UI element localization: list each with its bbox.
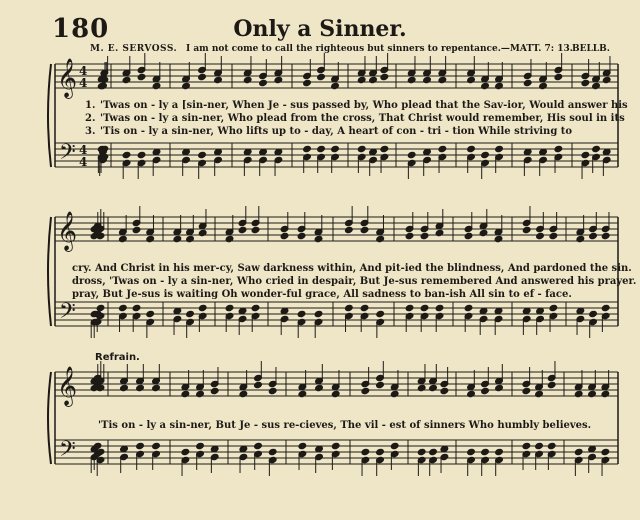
note-head xyxy=(601,448,610,455)
note-head xyxy=(361,448,370,455)
note-head xyxy=(137,151,146,158)
note-head xyxy=(522,442,531,449)
note-head xyxy=(554,145,563,152)
system2-verse-2: dross, 'Twas on - ly a sin-ner, Who cried in despair, But Je-sus remembered And answered his prayer. xyxy=(72,276,637,287)
treble-clef: 𝄞 xyxy=(57,211,78,251)
note-head xyxy=(259,79,268,86)
note-head xyxy=(574,448,583,455)
note-head xyxy=(122,151,131,158)
note-head xyxy=(186,310,195,317)
note-head xyxy=(181,390,190,397)
note-head xyxy=(535,390,544,397)
note-head xyxy=(210,387,219,394)
note-head xyxy=(331,390,340,397)
note-head xyxy=(435,304,444,311)
note-head xyxy=(96,304,105,311)
note-head xyxy=(214,76,223,83)
note-head xyxy=(298,442,307,449)
note-head xyxy=(589,310,598,317)
note-head xyxy=(254,442,263,449)
note-head xyxy=(196,390,205,397)
note-head xyxy=(376,310,385,317)
note-head xyxy=(522,387,531,394)
time-signature: 4 xyxy=(79,64,88,78)
treble-clef: 𝄞 xyxy=(57,58,78,98)
note-head xyxy=(243,76,252,83)
note-head xyxy=(376,381,385,388)
note-head xyxy=(423,76,432,83)
note-head xyxy=(380,145,389,152)
note-head xyxy=(181,448,190,455)
note-head xyxy=(429,448,438,455)
system1-verse-1: 'Twas on - ly a [sin-ner, When Je - sus passed by, Who plead that the Sav-ior, Would answer his xyxy=(100,100,628,111)
note-head xyxy=(549,232,558,239)
note-head xyxy=(547,442,556,449)
note-head xyxy=(357,145,366,152)
tune-name: BELLB. xyxy=(572,44,610,54)
note-head xyxy=(464,304,473,311)
note-head xyxy=(198,304,207,311)
note-head xyxy=(198,73,207,80)
note-head xyxy=(380,73,389,80)
refrain-lyric: 'Tis on - ly a sin-ner, But Je - sus re-cieves, The vil - est of sinners Who humbly believes. xyxy=(98,420,592,431)
note-head xyxy=(420,304,429,311)
note-head xyxy=(495,82,504,89)
note-head xyxy=(251,226,260,233)
note-head xyxy=(196,442,205,449)
note-head xyxy=(420,232,429,239)
bass-clef: 𝄢 xyxy=(59,299,76,329)
note-head xyxy=(369,76,378,83)
note-head xyxy=(440,387,449,394)
note-head xyxy=(317,73,326,80)
note-head xyxy=(254,381,263,388)
note-head xyxy=(535,442,544,449)
note-head xyxy=(360,226,369,233)
note-head xyxy=(132,226,141,233)
note-head xyxy=(251,304,260,311)
system-brace xyxy=(48,372,51,464)
note-head xyxy=(238,226,247,233)
note-head xyxy=(601,390,610,397)
system1-verse-3: 'Tis on - ly a sin-ner, Who lifts up to - day, A heart of con - tri - tion While striving to xyxy=(100,126,573,137)
note-head xyxy=(523,79,532,86)
refrain-label: Refrain. xyxy=(95,352,140,363)
note-head xyxy=(601,232,610,239)
time-signature: 4 xyxy=(79,143,88,157)
note-head xyxy=(297,232,306,239)
note-head xyxy=(331,145,340,152)
note-head xyxy=(146,235,155,242)
note-head xyxy=(119,235,128,242)
note-head xyxy=(438,76,447,83)
note-head xyxy=(390,390,399,397)
note-head xyxy=(467,448,476,455)
note-head xyxy=(93,442,102,449)
system1-verse-2: 'Twas on - ly a sin-ner, Who plead from the cross, That Christ would remember, His soul in its xyxy=(100,113,625,124)
note-head xyxy=(539,82,548,89)
note-head xyxy=(198,229,207,236)
system-brace xyxy=(48,64,51,167)
note-head xyxy=(268,448,277,455)
note-head xyxy=(239,390,248,397)
note-head xyxy=(495,145,504,152)
note-head xyxy=(274,76,283,83)
note-head xyxy=(303,145,312,152)
note-head xyxy=(152,82,161,89)
note-head xyxy=(152,442,161,449)
treble-clef: 𝄞 xyxy=(57,366,78,406)
note-head xyxy=(152,384,161,391)
note-head xyxy=(588,390,597,397)
bass-clef: 𝄢 xyxy=(59,140,76,170)
note-head xyxy=(119,304,128,311)
note-head xyxy=(268,387,277,394)
note-head xyxy=(173,235,182,242)
note-head xyxy=(314,310,323,317)
note-head xyxy=(417,384,426,391)
verse-number-1: 1. xyxy=(85,100,96,111)
note-head xyxy=(317,145,326,152)
note-head xyxy=(464,232,473,239)
note-head xyxy=(297,310,306,317)
note-head xyxy=(592,145,601,152)
note-head xyxy=(132,304,141,311)
note-head xyxy=(345,226,354,233)
note-head xyxy=(495,384,504,391)
note-head xyxy=(376,448,385,455)
note-head xyxy=(481,387,490,394)
note-head xyxy=(481,82,490,89)
note-head xyxy=(357,76,366,83)
note-head xyxy=(137,73,146,80)
verse-number-3: 3. xyxy=(85,126,96,137)
note-head xyxy=(589,232,598,239)
note-head xyxy=(390,442,399,449)
system2-verse-3: pray, But Je-sus is waiting Oh wonder-ful grace, All sadness to ban-ish All sin to ef - face. xyxy=(72,289,572,300)
note-head xyxy=(494,235,503,242)
note-head xyxy=(298,390,307,397)
note-head xyxy=(435,229,444,236)
note-head xyxy=(120,384,129,391)
note-head xyxy=(186,235,195,242)
note-head xyxy=(225,235,234,242)
note-head xyxy=(495,448,504,455)
note-head xyxy=(225,304,234,311)
hymn-author: M. E. SERVOSS. xyxy=(90,44,178,54)
note-head xyxy=(303,79,312,86)
note-head xyxy=(146,310,155,317)
system2-verse-1: cry. And Christ in his mer-cy, Saw darkness within, And pit-ied the blindness, And pardoned the sin. xyxy=(72,263,632,274)
note-head xyxy=(345,304,354,311)
note-head xyxy=(136,384,145,391)
note-head xyxy=(407,151,416,158)
time-signature: 4 xyxy=(79,76,88,90)
note-head xyxy=(429,384,438,391)
note-head xyxy=(547,381,556,388)
note-head xyxy=(198,151,207,158)
time-signature: 4 xyxy=(79,155,88,169)
note-head xyxy=(182,82,191,89)
note-head xyxy=(522,226,531,233)
bass-clef: 𝄢 xyxy=(59,437,76,467)
note-head xyxy=(405,304,414,311)
system-brace xyxy=(48,217,51,326)
note-head xyxy=(574,390,583,397)
note-head xyxy=(467,76,476,83)
note-head xyxy=(331,442,340,449)
note-head xyxy=(481,448,490,455)
note-head xyxy=(581,79,590,86)
note-head xyxy=(407,76,416,83)
hymn-title: Only a Sinner. xyxy=(233,16,407,42)
note-head xyxy=(315,384,324,391)
note-head xyxy=(405,232,414,239)
note-head xyxy=(417,448,426,455)
note-head xyxy=(136,442,145,449)
note-head xyxy=(481,151,490,158)
note-head xyxy=(601,304,610,311)
note-head xyxy=(314,235,323,242)
note-head xyxy=(467,390,476,397)
note-head xyxy=(576,235,585,242)
note-head xyxy=(581,151,590,158)
note-head xyxy=(361,387,370,394)
note-head xyxy=(554,73,563,80)
note-head xyxy=(122,76,131,83)
hymn-number: 180 xyxy=(52,14,110,44)
note-head xyxy=(331,82,340,89)
note-head xyxy=(602,76,611,83)
note-head xyxy=(467,145,476,152)
note-head xyxy=(536,232,545,239)
verse-number-2: 2. xyxy=(85,113,96,124)
note-head xyxy=(479,229,488,236)
note-head xyxy=(280,232,289,239)
note-head xyxy=(438,145,447,152)
scripture-epigraph: I am not come to call the righteous but sinners to repentance.—MATT. 7: 13. xyxy=(186,44,573,54)
note-head xyxy=(376,235,385,242)
note-head xyxy=(549,304,558,311)
note-head xyxy=(592,82,601,89)
note-head xyxy=(360,304,369,311)
